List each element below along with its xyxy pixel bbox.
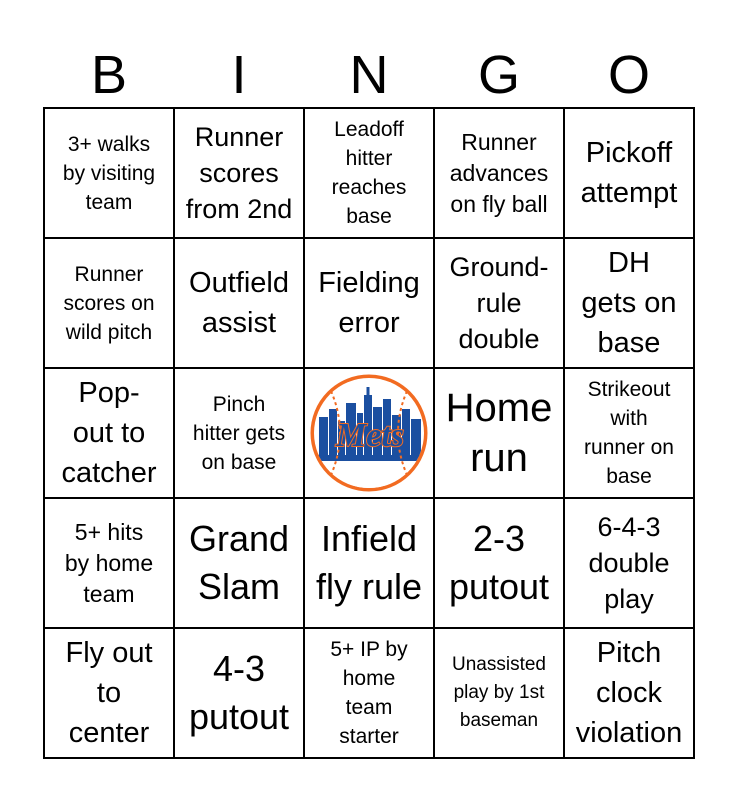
header-letter-g: G	[477, 45, 520, 105]
bingo-cell-20[interactable]: 6-4-3 double play	[565, 499, 695, 629]
mets-wordmark: Mets	[336, 417, 404, 454]
bingo-cell-16[interactable]: 5+ hits by home team	[45, 499, 175, 629]
bingo-cell-5[interactable]: Pickoff attempt	[565, 109, 695, 239]
bingo-header	[44, 42, 694, 108]
header-letter-n: N	[349, 45, 389, 105]
bingo-cell-23[interactable]: 5+ IP by home team starter	[305, 629, 435, 759]
bingo-cell-6[interactable]: Runner scores on wild pitch	[45, 239, 175, 369]
bingo-cell-18[interactable]: Infield fly rule	[305, 499, 435, 629]
mets-logo-icon	[309, 373, 429, 493]
bingo-cell-1[interactable]: 3+ walks by visiting team	[45, 109, 175, 239]
bingo-cell-15[interactable]: Strikeout with runner on base	[565, 369, 695, 499]
bingo-cell-21[interactable]: Fly out to center	[45, 629, 175, 759]
bingo-cell-11[interactable]: Pop- out to catcher	[45, 369, 175, 499]
header-letter-b: B	[90, 45, 128, 105]
bingo-cell-22[interactable]: 4-3 putout	[175, 629, 305, 759]
bingo-cell-7[interactable]: Outfield assist	[175, 239, 305, 369]
header-letter-o: O	[607, 45, 650, 105]
bingo-cell-9[interactable]: Ground- rule double	[435, 239, 565, 369]
bingo-cell-2[interactable]: Runner scores from 2nd	[175, 109, 305, 239]
free-space-cell[interactable]	[305, 369, 435, 499]
bingo-cell-8[interactable]: Fielding error	[305, 239, 435, 369]
bingo-grid	[43, 107, 695, 759]
bingo-cell-24[interactable]: Unassisted play by 1st baseman	[435, 629, 565, 759]
bingo-cell-3[interactable]: Leadoff hitter reaches base	[305, 109, 435, 239]
bingo-cell-19[interactable]: 2-3 putout	[435, 499, 565, 629]
bingo-cell-25[interactable]: Pitch clock violation	[565, 629, 695, 759]
bingo-cell-10[interactable]: DH gets on base	[565, 239, 695, 369]
bingo-cell-14[interactable]: Home run	[435, 369, 565, 499]
bingo-cell-12[interactable]: Pinch hitter gets on base	[175, 369, 305, 499]
bingo-cell-17[interactable]: Grand Slam	[175, 499, 305, 629]
header-letter-i: I	[231, 45, 247, 105]
bingo-cell-4[interactable]: Runner advances on fly ball	[435, 109, 565, 239]
